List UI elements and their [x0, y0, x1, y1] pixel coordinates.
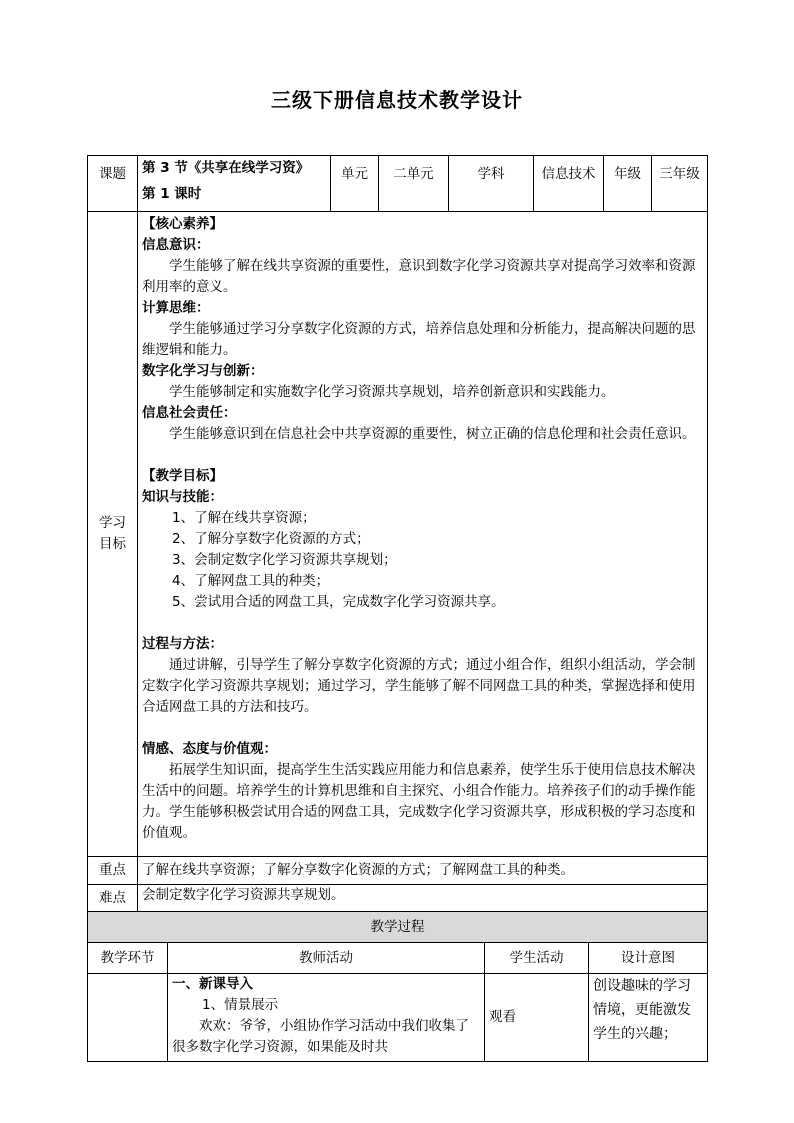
subject-label: 学科 — [449, 156, 534, 212]
topic-line-1: 第 3 节《共享在线学习资》 — [142, 160, 310, 176]
list-item: 4、了解网盘工具的种类； — [172, 573, 330, 589]
stage-cell — [88, 974, 168, 1062]
teacher-cell — [168, 974, 485, 1062]
difficulty-label: 难点 — [88, 885, 138, 913]
list-item: 5、尝试用合适的网盘工具，完成数字化学习资源共享。 — [172, 594, 505, 610]
difficulty-text: 会制定数字化学习资源共享规划。 — [138, 885, 708, 913]
intro-sub: 1、情景展示 — [202, 997, 279, 1013]
knowledge-list — [142, 508, 703, 613]
key-point-label: 重点 — [88, 857, 138, 885]
col-stage: 教学环节 — [88, 943, 168, 974]
digital-learning-title: 数字化学习与创新： — [142, 363, 264, 379]
info-awareness-title: 信息意识： — [142, 237, 210, 253]
computational-text: 学生能够通过学习分享数字化资源的方式，培养信息处理和分析能力，提高解决问题的思维逻辑和能力。 — [142, 321, 696, 358]
goals-label-line-1: 学习 — [99, 515, 126, 531]
list-item: 2、了解分享数字化资源的方式； — [172, 531, 370, 547]
design-cell: 创设趣味的学习情境，更能激发学生的兴趣； — [589, 974, 708, 1062]
grade-label: 年级 — [604, 156, 652, 212]
intro-heading: 一、新课导入 — [172, 976, 253, 992]
computational-title: 计算思维： — [142, 300, 210, 316]
topic-line-2: 第 1 课时 — [142, 186, 202, 202]
unit-value: 二单元 — [379, 156, 449, 212]
emotion-title: 情感、态度与价值观： — [142, 741, 277, 757]
knowledge-title: 知识与技能： — [142, 489, 223, 505]
social-title: 信息社会责任： — [142, 405, 237, 421]
grade-value: 三年级 — [652, 156, 708, 212]
emotion-text: 拓展学生知识面，提高学生生活实践应用能力和信息素养，使学生乐于使用信息技术解决生活中的问题。培养学生的计算机思维和自主探究、小组合作能力。培养孩子们的动手操作能力。学生能够积极尝试用合适的网盘工具，完成数字化学习资源共享，形成积极的学习态度和价值观。 — [142, 762, 696, 841]
digital-learning-text: 学生能够制定和实施数字化学习资源共享规划，培养创新意识和实践能力。 — [169, 384, 615, 400]
process-text: 通过讲解，引导学生了解分享数字化资源的方式；通过小组合作，组织小组活动，学会制定数字化学习资源共享规划；通过学习，学生能够了解不同网盘工具的种类，掌握选择和使用合适网盘工具的方法和技巧。 — [142, 657, 696, 715]
social-text: 学生能够意识到在信息社会中共享资源的重要性，树立正确的信息伦理和社会责任意识。 — [169, 426, 696, 442]
list-item: 1、了解在线共享资源； — [172, 510, 316, 526]
student-cell: 观看 — [485, 974, 589, 1062]
col-design: 设计意图 — [589, 943, 708, 974]
process-title: 过程与方法： — [142, 636, 223, 652]
teaching-heading: 【教学目标】 — [142, 468, 223, 484]
goals-label-line-2: 目标 — [99, 536, 126, 552]
subject-value: 信息技术 — [534, 156, 604, 212]
list-item: 3、会制定数字化学习资源共享规划； — [172, 552, 397, 568]
intro-text: 欢欢：爷爷，小组协作学习活动中我们收集了很多数字化学习资源，如果能及时共 — [172, 1018, 469, 1055]
topic-label: 课题 — [88, 156, 138, 212]
core-heading: 【核心素养】 — [142, 216, 223, 232]
goals-label — [88, 212, 138, 857]
process-section-title: 教学过程 — [88, 912, 708, 943]
unit-label: 单元 — [331, 156, 379, 212]
col-teacher: 教师活动 — [168, 943, 485, 974]
key-point-text: 了解在线共享资源；了解分享数字化资源的方式；了解网盘工具的种类。 — [138, 857, 708, 885]
info-awareness-text: 学生能够了解在线共享资源的重要性，意识到数字化学习资源共享对提高学习效率和资源利用率的意义。 — [142, 258, 696, 295]
topic-value — [138, 156, 331, 212]
lesson-info-table — [87, 155, 708, 913]
teaching-process-table — [87, 911, 708, 1062]
page-title: 三级下册信息技术教学设计 — [271, 88, 523, 112]
goals-content — [138, 212, 708, 857]
col-student: 学生活动 — [485, 943, 589, 974]
